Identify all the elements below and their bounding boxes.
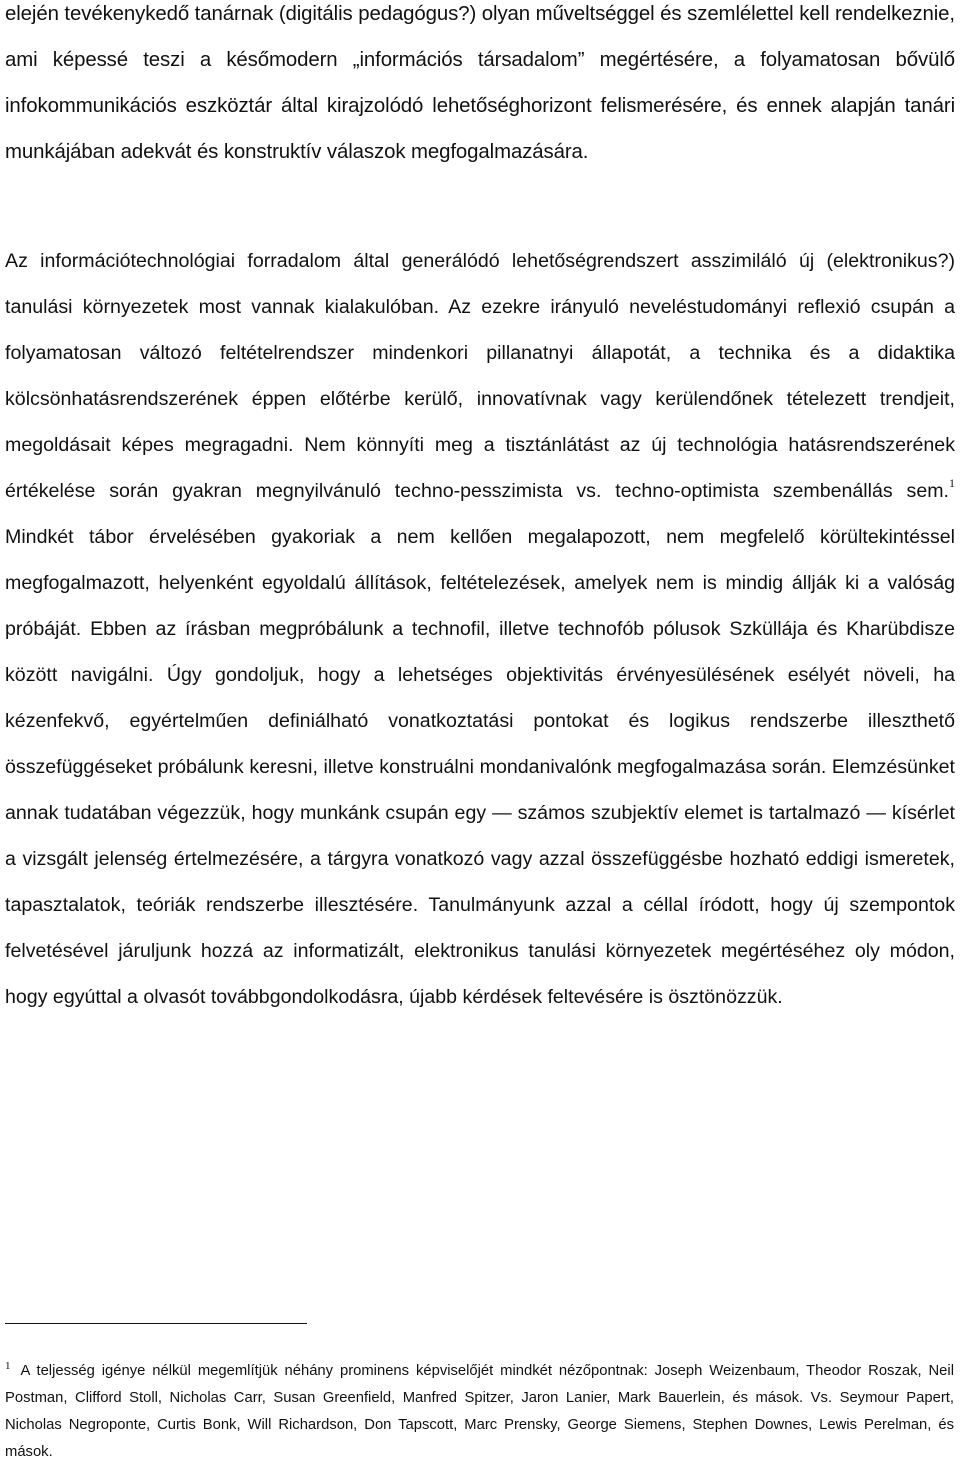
body-paragraph-1: elején tevékenykedő tanárnak (digitális pedagógus?) olyan műveltséggel és szemlélettel kell rendelkeznie, ami képessé teszi a későmodern „információs társadalom” megértésére, a folyamatosan bővülő infokommunikációs eszköztár által kirajzolódó lehetőséghorizont felismerésére, és ennek alapján tanári munkájában adekvát és konstruktív válaszok megfogalmazására.: [5, 3, 955, 163]
footnote-reference[interactable]: 1: [949, 476, 955, 490]
footnote-text: A teljesség igénye nélkül megemlítjük néhány prominens képviselőjét mindkét nézőpontnak: Joseph Weizenbaum, Theodor Roszak, Neil Postman, Clifford Stoll, Nicholas Carr, Susan Greenfield, Manfred Spitzer, Jaron Lanier, Mark Bauerlein, és mások. Vs. Seymour Papert, Nicholas Negroponte, Curtis Bonk, Will Richardson, Don Tapscott, Marc Prensky, George Siemens, Stephen Downes, Lewis Perelman, és mások.: [5, 1363, 954, 1460]
body-paragraph-2-part-a: Az információtechnológiai forradalom által generálódó lehetőségrendszert asszimiláló új (elektronikus?) tanulási környezetek most vannak kialakulóban. Az ezekre irányuló neveléstudományi reflexió csupán a folyamatosan változó feltételrendszer mindenkori pillanatnyi állapotát, a technika és a didaktika kölcsönhatásrendszerének éppen előtérbe kerülő, innovatívnak vagy kerülendőnek tételezett trendjeit, megoldásait képes megragadni. Nem könnyíti meg a tisztánlátást az új technológia hatásrendszerének értékelése során gyakran megnyilvánuló techno-pesszimista vs. techno-optimista szembenállás sem.: [5, 250, 955, 502]
footnote-number: 1: [5, 1360, 11, 1372]
footnote-separator: [5, 1323, 307, 1324]
body-paragraph-2: [5, 238, 955, 1020]
body-paragraph-2-part-b: Mindkét tábor érvelésében gyakoriak a nem kellően megalapozott, nem megfelelő körültekintéssel megfogalmazott, helyenként egyoldalú állítások, feltételezések, amelyek nem is mindig állják ki a valóság próbáját. Ebben az írásban megpróbálunk a technofil, illetve technofób pólusok Szküllája és Kharübdisze között navigálni. Úgy gondoljuk, hogy a lehetséges objektivitás érvényesülésének esélyét növeli, ha kézenfekvő, egyértelműen definiálható vonatkoztatási pontokat és logikus rendszerbe illeszthető összefüggéseket próbálunk keresni, illetve konstruálni mondanivalónk megfogalmazása során. Elemzésünket annak tudatában végezzük, hogy munkánk csupán egy — számos szubjektív elemet is tartalmazó — kísérlet a vizsgált jelenség értelmezésére, a tárgyra vonatkozó vagy azzal összefüggésbe hozható eddigi ismeretek, tapasztalatok, teóriák rendszerbe illesztésére. Tanulmányunk azzal a céllal íródott, hogy új szempontok felvetésével járuljunk hozzá az informatizált, elektronikus tanulási környezetek megértéséhez oly módon, hogy egyúttal a olvasót továbbgondolkodásra, újabb kérdések feltevésére is ösztönözzük.: [5, 526, 955, 1008]
footnote: [5, 1358, 954, 1466]
